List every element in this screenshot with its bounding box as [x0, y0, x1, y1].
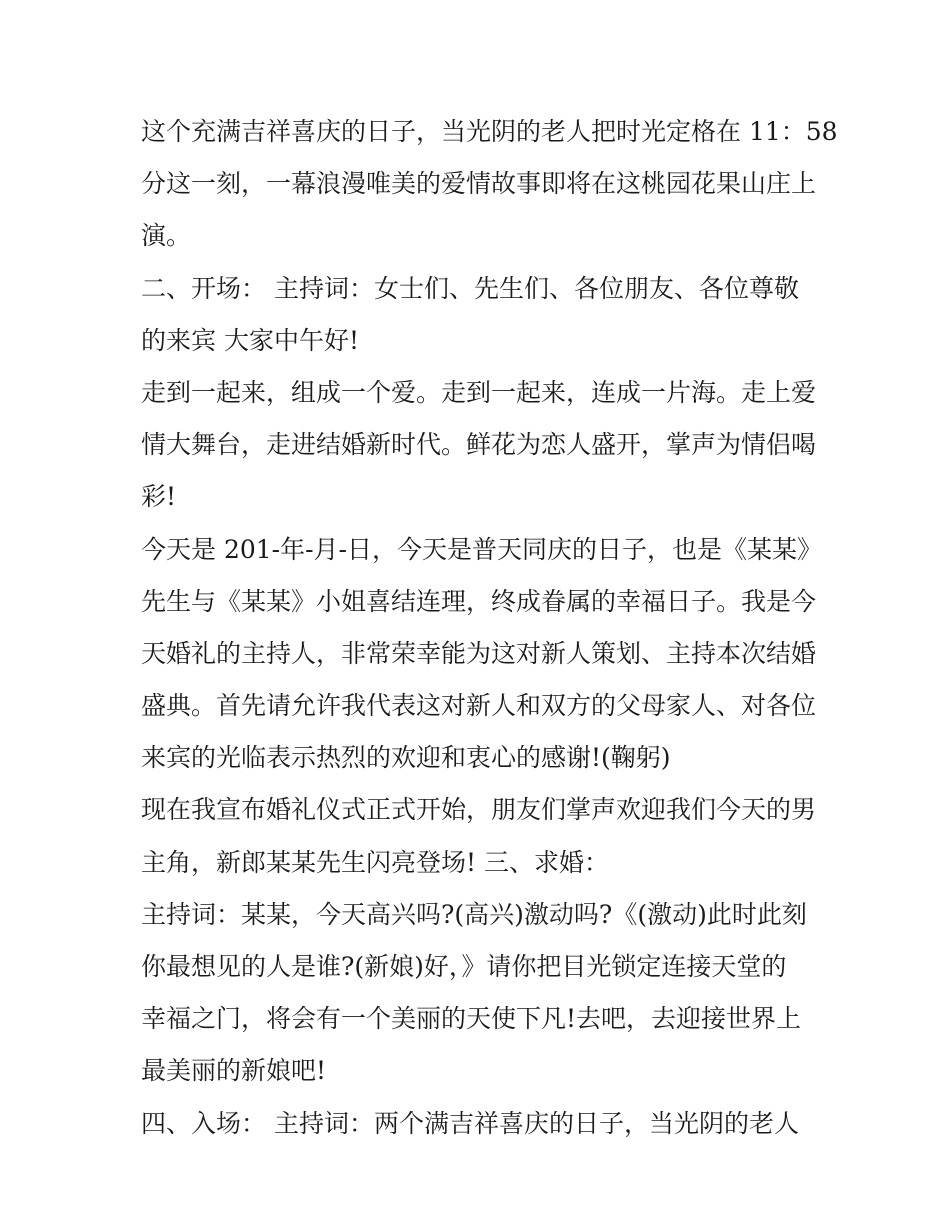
- text-line: 来宾的光临表示热烈的欢迎和衷心的感谢!(鞠躬): [141, 743, 671, 773]
- text-line: 今天是 201-年-月-日，今天是普天同庆的日子，也是《某某》: [141, 534, 823, 564]
- text-line: 走到一起来，组成一个爱。走到一起来，连成一片海。走上爱: [141, 377, 817, 407]
- text-line: 分这一刻，一幕浪漫唯美的爱情故事即将在这桃园花果山庄上: [141, 169, 817, 199]
- text-line: 彩!: [141, 482, 177, 512]
- text-line: 这个充满吉祥喜庆的日子，当光阴的老人把时光定格在 11：58: [141, 117, 838, 146]
- document-body: [141, 106, 838, 1150]
- text-line: 情大舞台，走进结婚新时代。鲜花为恋人盛开，掌声为情侣喝: [141, 430, 817, 460]
- text-line: 幸福之门，将会有一个美丽的天使下凡!去吧，去迎接世界上: [141, 1004, 802, 1034]
- text-line: 演。: [141, 221, 192, 251]
- text-line: 的来宾 大家中午好!: [141, 325, 359, 355]
- text-line: 主角，新郎某某先生闪亮登场! 三、求婚：: [141, 847, 609, 877]
- text-line: 你最想见的人是谁?(新娘)好，》请你把目光锁定连接天堂的: [141, 952, 787, 981]
- section-heading-opening: 二、开场： 主持词：女士们、先生们、各位朋友、各位尊敬: [141, 273, 799, 303]
- section-heading-entrance: 四、入场： 主持词：两个满吉祥喜庆的日子，当光阴的老人: [141, 1108, 799, 1138]
- text-line: 先生与《某某》小姐喜结连理，终成眷属的幸福日子。我是今: [141, 586, 817, 616]
- text-line: 最美丽的新娘吧!: [141, 1056, 327, 1086]
- text-line: 盛典。首先请允许我代表这对新人和双方的父母家人、对各位: [141, 691, 817, 721]
- text-line: 现在我宣布婚礼仪式正式开始，朋友们掌声欢迎我们今天的男: [141, 795, 817, 825]
- text-line: 主持词：某某，今天高兴吗?(高兴)激动吗?《(激动)此时此刻: [141, 899, 807, 929]
- text-line: 天婚礼的主持人，非常荣幸能为这对新人策划、主持本次结婚: [141, 638, 817, 668]
